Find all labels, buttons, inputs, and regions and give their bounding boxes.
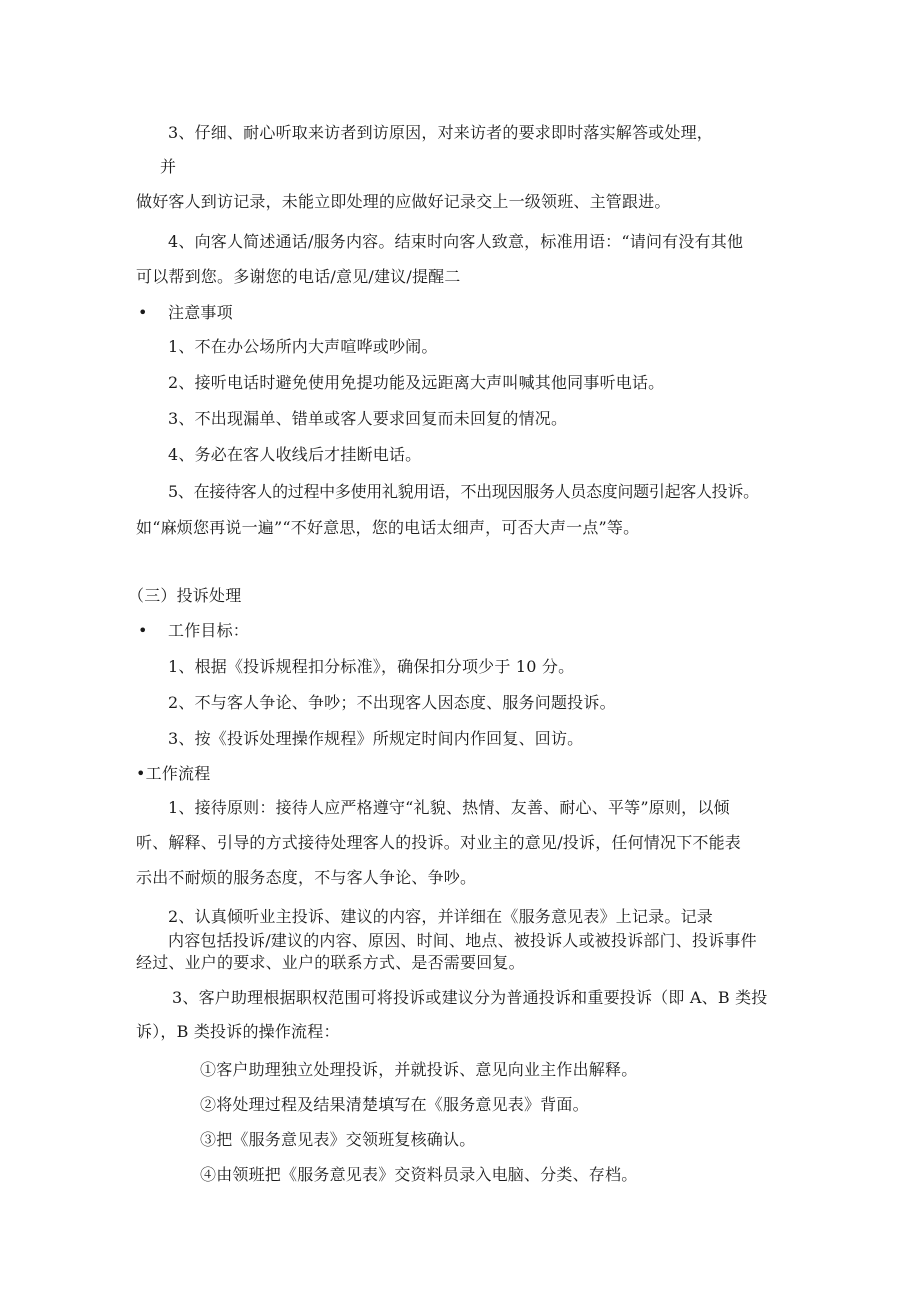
flow-3-line-1: 3、客户助理根据职权范围可将投诉或建议分为普通投诉和重要投诉（即 A、B 类投: [172, 988, 768, 1007]
procedure-step: ①客户助理独立处理投诉，并就投诉、意见向业主作出解释。: [200, 1060, 638, 1079]
flow-2-line-1: 2、认真倾听业主投诉、建议的内容，并详细在《服务意见表》上记录。记录: [168, 907, 713, 926]
section-heading-complaints: （三）投诉处理: [128, 586, 242, 605]
paragraph-4-line-1: 4、向客人简述通话/服务内容。结束时向客人致意，标准用语：“请问有没有其他: [168, 232, 744, 251]
procedure-step: ②将处理过程及结果清楚填写在《服务意见表》背面。: [200, 1095, 589, 1114]
note-item: 3、不出现漏单、错单或客人要求回复而未回复的情况。: [168, 409, 568, 428]
note-item: 1、不在办公场所内大声喧哗或吵闹。: [168, 337, 438, 356]
goals-bullet: •: [138, 621, 148, 640]
note-item: 4、务必在客人收线后才挂断电话。: [168, 445, 422, 464]
workflow-heading: •工作流程: [136, 764, 211, 783]
paragraph-3-line-3: 做好客人到访记录，未能立即处理的应做好记录交上一级领班、主管跟进。: [136, 192, 671, 211]
goals-heading: 工作目标：: [168, 621, 250, 640]
paragraph-4-line-2: 可以帮到您。多谢您的电话/意见/建议/提醒二: [136, 267, 461, 286]
flow-2-line-3: 经过、业户的要求、业户的联系方式、是否需要回复。: [136, 953, 525, 972]
note-5-line-2: 如“麻烦您再说一遍”“不好意思，您的电话太细声，可否大声一点”等。: [136, 518, 640, 537]
flow-3-line-2: 诉），B 类投诉的操作流程：: [136, 1022, 340, 1041]
notes-bullet: •: [138, 303, 148, 322]
paragraph-3-line-1: 3、仔细、耐心听取来访者到访原因，对来访者的要求即时落实解答或处理，: [168, 123, 713, 142]
flow-1-line-1: 1、接待原则：接待人应严格遵守“礼貌、热情、友善、耐心、平等”原则，以倾: [168, 798, 730, 817]
note-item: 2、接听电话时避免使用免提功能及远距离大声叫喊其他同事听电话。: [168, 373, 665, 392]
paragraph-3-line-2: 并: [160, 157, 177, 176]
flow-1-line-2: 听、解释、引导的方式接待处理客人的投诉。对业主的意见/投诉，任何情况下不能表: [136, 833, 741, 852]
goal-item: 1、根据《投诉规程扣分标准》，确保扣分项少于 10 分。: [168, 657, 575, 676]
flow-1-line-3: 示出不耐烦的服务态度，不与客人争论、争吵。: [136, 868, 477, 887]
goal-item: 3、按《投诉处理操作规程》所规定时间内作回复、回访。: [168, 729, 584, 748]
procedure-step: ④由领班把《服务意见表》交资料员录入电脑、分类、存档。: [200, 1165, 638, 1184]
notes-heading: 注意事项: [168, 303, 233, 322]
note-5-line-1: 5、在接待客人的过程中多使用礼貌用语，不出现因服务人员态度问题引起客人投诉。: [168, 482, 759, 501]
goal-item: 2、不与客人争论、争吵；不出现客人因态度、服务问题投诉。: [168, 693, 616, 712]
flow-2-line-2: 内容包括投诉/建议的内容、原因、时间、地点、被投诉人或被投诉部门、投诉事件: [168, 931, 757, 950]
procedure-step: ③把《服务意见表》交领班复核确认。: [200, 1130, 476, 1149]
